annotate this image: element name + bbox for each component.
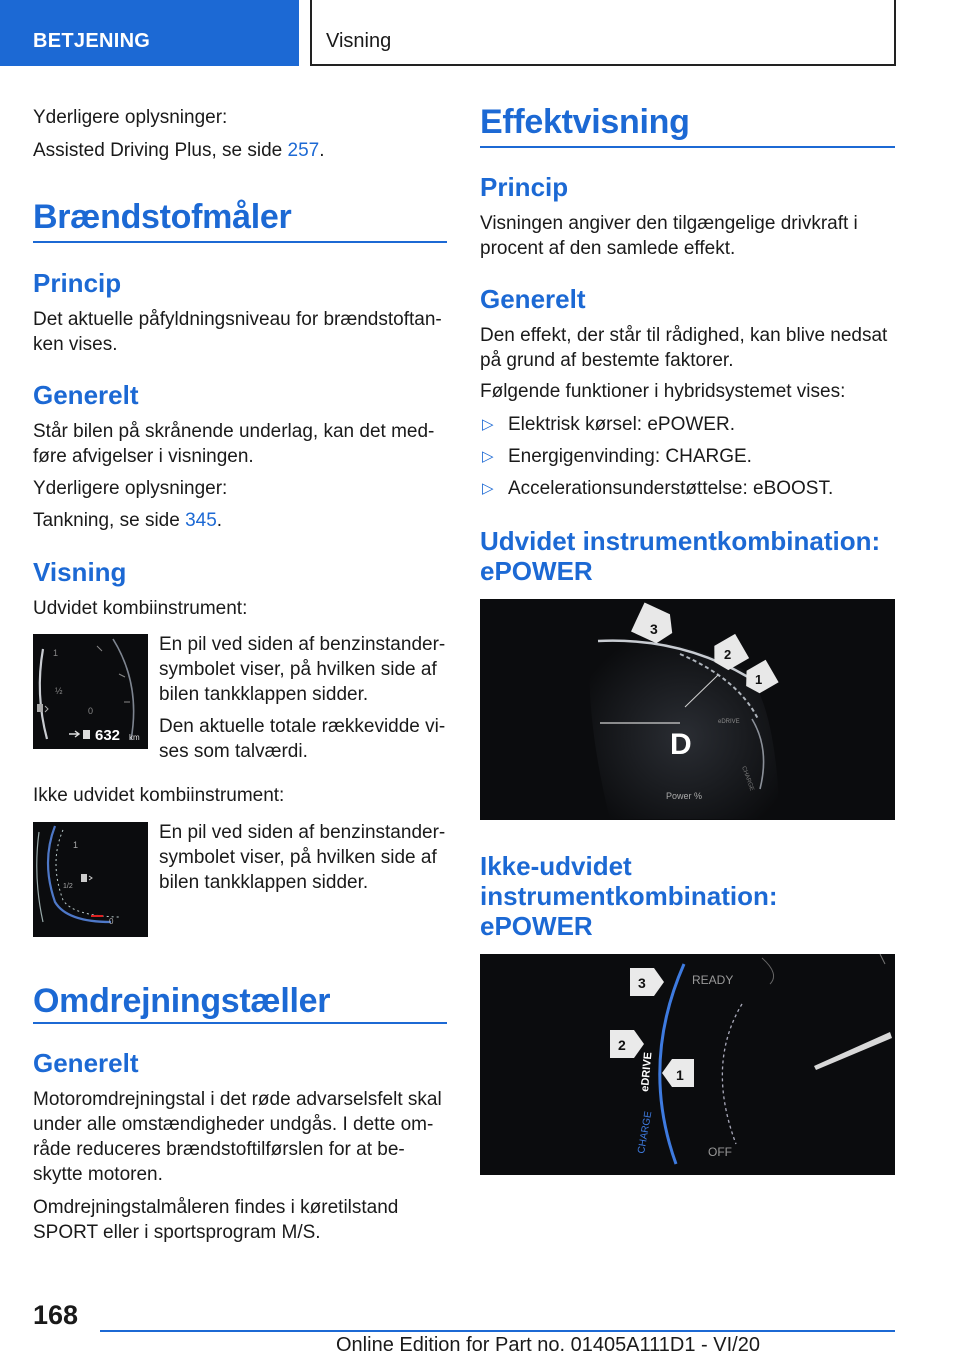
heading-rule xyxy=(480,146,895,148)
heading-extended-epower: Udvidet instrumentkombination: ePOWER xyxy=(480,526,881,586)
bullet-triangle-icon: ▷ xyxy=(482,448,494,465)
footer-rule xyxy=(100,1330,895,1332)
callout-3-icon xyxy=(630,968,664,996)
page-number: 168 xyxy=(33,1300,79,1330)
page-link-257[interactable]: 257 xyxy=(287,140,320,161)
range-value: 632 xyxy=(95,727,121,744)
non-extended-epower-graphic xyxy=(480,954,895,1175)
svg-text:0: 0 xyxy=(109,917,114,926)
fuel-gauge-extended-image xyxy=(33,634,148,749)
callout-1-icon xyxy=(662,1059,694,1087)
functions-intro: Følgende funktioner i hybridsystemet vises: xyxy=(480,381,846,402)
tachometer-text: Motoromdrejningstal i det røde advarselsfelt skal under alle omstændigheder undgås. I dette om-råde reduceres brændstoftilførslen for at be-skytte motoren. xyxy=(33,1089,442,1185)
fuel-gauge-standard-graphic xyxy=(33,822,148,937)
ready-label: READY xyxy=(692,973,734,987)
figure1-caption: En pil ved siden af benzinstander-symbolet viser, på hvilken side af bilen tankklappen sidder. xyxy=(159,634,446,705)
list-item: ▷ Elektrisk kørsel: ePOWER. xyxy=(482,414,735,435)
svg-text:3: 3 xyxy=(638,975,646,991)
svg-text:2: 2 xyxy=(724,647,732,662)
power-label: Power % xyxy=(666,791,703,801)
svg-text:½: ½ xyxy=(55,686,63,696)
heading-display: Visning xyxy=(33,557,127,587)
figure1-caption-range: Den aktuelle totale rækkevidde vi-ses som talværdi. xyxy=(159,716,446,762)
bullet-triangle-icon: ▷ xyxy=(482,480,494,497)
extended-epower-graphic xyxy=(480,599,895,820)
heading-principle: Princip xyxy=(33,268,122,298)
heading-general: Generelt xyxy=(33,380,139,410)
heading-rule xyxy=(33,1022,447,1024)
tachometer-availability: Omdrejningstalmåleren findes i køretilstand SPORT eller i sportsprogram M/S. xyxy=(33,1197,399,1243)
non-extended-epower-image xyxy=(480,954,895,1175)
general-text: Den effekt, der står til rådighed, kan blive nedsat på grund af bestemte faktorer. xyxy=(480,325,888,371)
heading-general: Generelt xyxy=(480,284,586,314)
svg-text:1: 1 xyxy=(676,1067,684,1083)
chapter-tab: BETJENING xyxy=(0,0,299,66)
edrive-label: eDRIVE xyxy=(639,1051,655,1093)
more-info-label: Yderligere oplysninger: xyxy=(33,478,228,499)
gear-indicator: D xyxy=(670,728,692,761)
page-link-345[interactable]: 345 xyxy=(185,510,217,531)
list-item: ▷ Accelerationsunderstøttelse: eBOOST. xyxy=(482,478,834,499)
svg-text:1/2: 1/2 xyxy=(63,883,73,890)
charge-label: CHARGE xyxy=(740,765,755,792)
fuel-gauge-standard-image xyxy=(33,822,148,937)
heading-general: Generelt xyxy=(33,1048,139,1078)
intro-reference: Assisted Driving Plus, se side 257. xyxy=(33,140,325,161)
refueling-reference: Tankning, se side 345. xyxy=(33,510,223,531)
heading-fuel-gauge: Brændstofmåler xyxy=(33,198,292,236)
bullet-triangle-icon: ▷ xyxy=(482,416,494,433)
general-text: Står bilen på skrånende underlag, kan det med-føre afvigelser i visningen. xyxy=(33,421,435,467)
intro-more-info: Yderligere oplysninger: xyxy=(33,107,228,128)
charge-label: CHARGE xyxy=(636,1110,655,1155)
heading-non-extended-epower: Ikke-udvidet instrumentkombination: ePOWER xyxy=(480,851,778,941)
heading-tachometer: Omdrejningstæller xyxy=(33,982,331,1020)
figure2-caption: En pil ved siden af benzinstander-symbolet viser, på hvilken side af bilen tankklappen sidder. xyxy=(159,822,446,893)
principle-text: Visningen angiver den tilgængelige drivkraft i procent af den samlede effekt. xyxy=(480,213,858,259)
section-header: Visning xyxy=(310,0,896,66)
callout-2-icon xyxy=(610,1030,644,1058)
principle-text: Det aktuelle påfyldningsniveau for brændstoftan-ken vises. xyxy=(33,309,442,355)
fuel-gauge-extended-graphic xyxy=(33,634,148,749)
svg-text:0: 0 xyxy=(88,706,94,716)
heading-rule xyxy=(33,241,447,243)
edition-note: Online Edition for Part no. 01405A111D1 - VI/20 xyxy=(336,1334,760,1356)
list-item: ▷ Energigenvinding: CHARGE. xyxy=(482,446,752,467)
svg-text:3: 3 xyxy=(650,621,658,637)
hybrid-functions-list xyxy=(480,412,833,508)
heading-principle: Princip xyxy=(480,172,569,202)
extended-instrument-label: Udvidet kombiinstrument: xyxy=(33,598,248,619)
svg-text:1: 1 xyxy=(755,672,763,687)
extended-epower-image xyxy=(480,599,895,820)
svg-text:1: 1 xyxy=(53,648,59,658)
non-extended-instrument-label: Ikke udvidet kombiinstrument: xyxy=(33,785,285,806)
svg-text:1: 1 xyxy=(73,840,79,850)
off-label: OFF xyxy=(708,1145,732,1159)
svg-text:2: 2 xyxy=(618,1037,626,1053)
range-unit: km xyxy=(129,733,140,742)
heading-power-display: Effektvisning xyxy=(480,103,690,141)
edrive-label: eDRIVE xyxy=(718,719,740,725)
